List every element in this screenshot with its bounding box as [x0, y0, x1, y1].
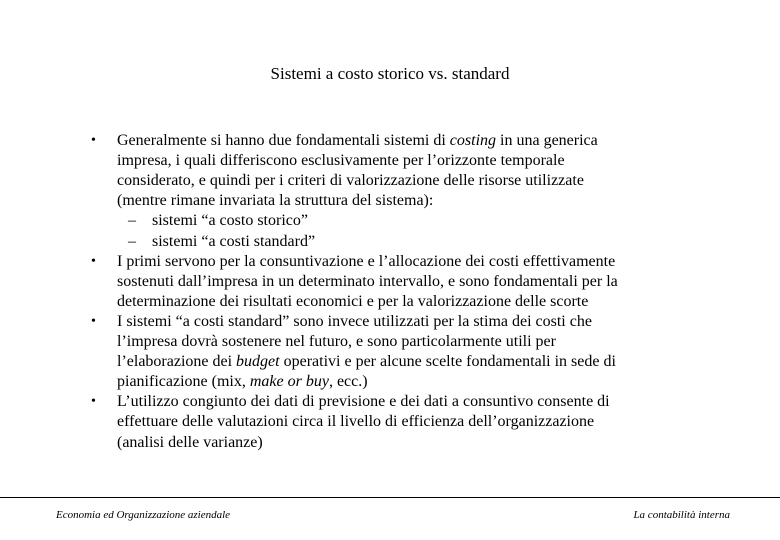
bullet-text-line — [117, 292, 588, 312]
dash-icon: – — [128, 212, 136, 230]
bullet-icon: • — [91, 394, 96, 410]
bullet-icon: • — [91, 253, 96, 269]
text-segment: (mentre rimane invariata la struttura del sistema): — [117, 192, 434, 210]
dash-icon: – — [128, 232, 136, 250]
text-segment: (analisi delle varianze) — [117, 433, 263, 451]
bullet-text-line — [117, 171, 584, 191]
bullet-icon: • — [91, 313, 96, 329]
text-segment: operativi e per alcune scelte fondamentali in sede di — [279, 353, 616, 371]
text-segment: Generalmente si hanno due fondamentali sistemi di — [117, 132, 450, 149]
text-segment: , ecc.) — [328, 373, 368, 391]
emphasis-text: budget — [236, 353, 280, 371]
bullet-text-line — [117, 332, 556, 352]
text-segment: in una generica — [496, 132, 598, 149]
text-segment: pianificazione (mix, — [117, 373, 250, 391]
text-segment: determinazione dei risultati economici e per la valorizzazione delle scorte — [117, 292, 589, 310]
bullet-text-line — [117, 151, 565, 171]
text-segment: considerato, e quindi per i criteri di valorizzazione delle risorse utilizzate — [117, 172, 584, 190]
emphasis-text: costing — [449, 132, 497, 149]
bullet-text-line — [117, 131, 598, 151]
bullet-text-line — [117, 191, 433, 211]
bullet-text-line — [117, 272, 618, 292]
bullet-text-line — [117, 252, 615, 272]
bullet-text-line — [117, 352, 616, 372]
bullet-text-line — [117, 392, 610, 412]
bullet-icon: • — [91, 133, 96, 148]
text-segment: L’utilizzo congiunto dei dati di previsione e dei dati a consuntivo consente di — [117, 393, 610, 411]
text-segment: effettuare delle valutazioni circa il livello di efficienza dell’organizzazione — [117, 413, 595, 431]
footer-topic: La contabilità interna — [633, 509, 730, 521]
text-segment: sostenuti dall’impresa in un determinato intervallo, e sono fondamentali per la — [117, 272, 618, 290]
slide-title: Sistemi a costo storico vs. standard — [270, 64, 510, 83]
text-segment: impresa, i quali differiscono esclusivamente per l’orizzonte temporale — [117, 152, 565, 170]
footer-course: Economia ed Organizzazione aziendale — [56, 509, 231, 521]
text-segment: I sistemi “a costi standard” sono invece utilizzati per la stima dei costi che — [117, 312, 592, 330]
emphasis-text: make or buy — [249, 373, 329, 391]
text-segment: I primi servono per la consuntivazione e l’allocazione dei costi effettivamente — [117, 252, 616, 270]
sub-item: sistemi “a costo storico” — [152, 212, 308, 230]
bullet-text-line — [117, 433, 263, 453]
sub-item: sistemi “a costi standard” — [152, 232, 316, 250]
text-segment: l’impresa dovrà sostenere nel futuro, e sono particolarmente utili per — [117, 333, 556, 350]
bullet-text-line — [117, 312, 592, 332]
bullet-text-line — [117, 372, 368, 392]
bullet-text-line — [117, 412, 594, 432]
footer-divider — [0, 497, 780, 498]
text-segment: l’elaborazione dei — [117, 353, 237, 371]
